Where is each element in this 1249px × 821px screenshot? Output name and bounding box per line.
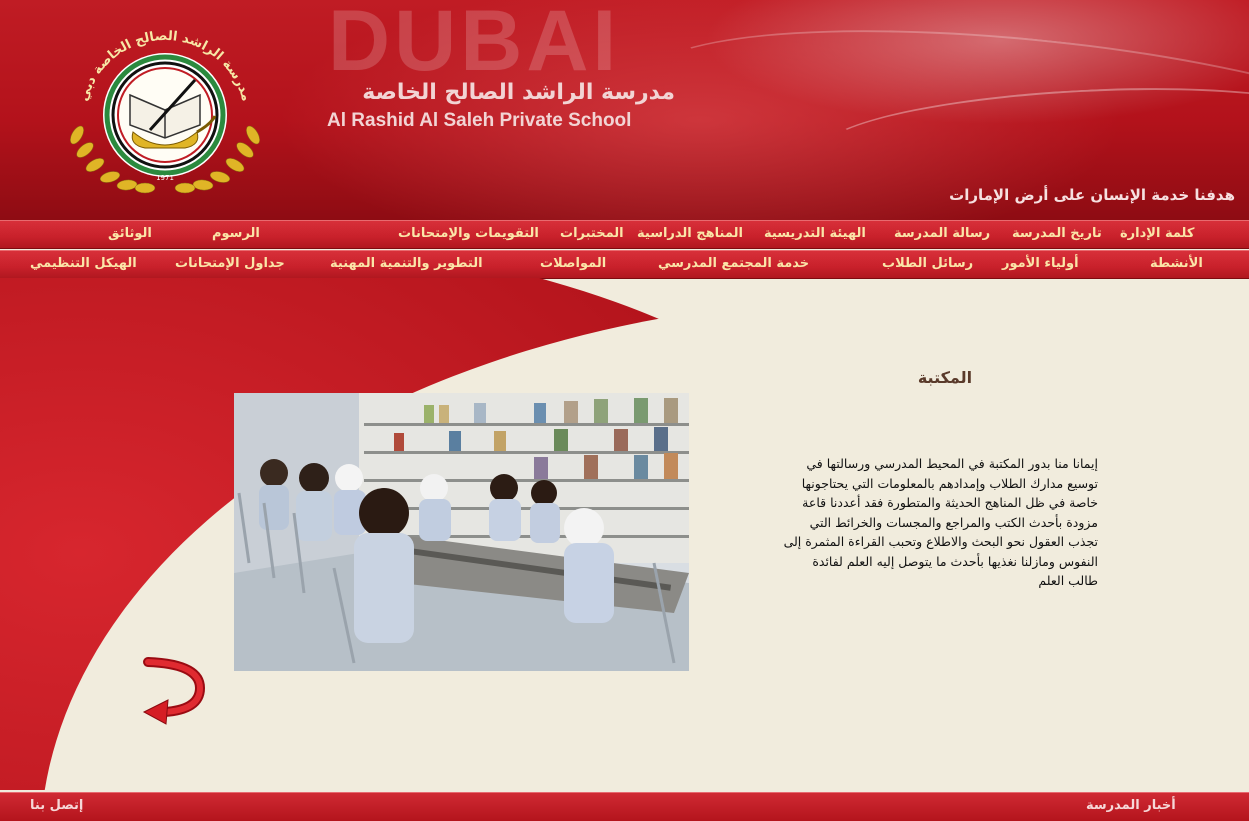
school-name-english: Al Rashid Al Saleh Private School — [327, 110, 632, 131]
nav-admin-word[interactable]: كلمة الإدارة — [1120, 226, 1195, 241]
school-name-arabic: مدرسة الراشد الصالح الخاصة — [362, 80, 675, 105]
footer-school-news-link[interactable]: أخبار المدرسة — [1086, 798, 1176, 813]
svg-text:1971: 1971 — [156, 174, 174, 182]
nav-parents[interactable]: أولياء الأمور — [1002, 256, 1079, 271]
site-footer — [0, 792, 1249, 821]
nav-teaching-staff[interactable]: الهيئة التدريسية — [764, 226, 866, 241]
nav-documents[interactable]: الوثائق — [108, 226, 152, 241]
nav-transportation[interactable]: المواصلات — [540, 256, 607, 271]
school-logo[interactable] — [55, 20, 275, 200]
nav-org-structure[interactable]: الهيكل التنظيمي — [30, 256, 137, 271]
nav-school-mission[interactable]: رسالة المدرسة — [894, 226, 991, 241]
nav-curricula[interactable]: المناهج الدراسية — [637, 226, 743, 241]
nav-school-history[interactable]: تاريخ المدرسة — [1012, 226, 1102, 241]
nav-fees[interactable]: الرسوم — [212, 226, 260, 241]
nav-community-service[interactable]: خدمة المجتمع المدرسي — [658, 256, 810, 271]
nav-assessments-exams[interactable]: التقويمات والإمتحانات — [398, 226, 539, 241]
school-motto: هدفنا خدمة الإنسان على أرض الإمارات — [949, 186, 1235, 204]
nav-exam-schedules[interactable]: جداول الإمتحانات — [175, 256, 285, 271]
nav-student-messages[interactable]: رسائل الطلاب — [882, 256, 974, 271]
svg-text:مدرسة الراشد الصالح الخاصة دبي: مدرسة الراشد الصالح الخاصة دبي — [76, 28, 254, 104]
main-nav-row-1 — [0, 220, 1249, 249]
nav-professional-development[interactable]: التطوير والتنمية المهنية — [330, 256, 483, 271]
library-description: إيمانا منا بدور المكتبة في المحيط المدرسي ورسالتها في توسيع مدارك الطلاب وإمدادهم بالمعلومات التي يحتاجونها خاصة في ظل المناهج الحديثة والمتطورة فقد أعددنا قاعة مزودة بأحدث الكتب والمراجع والمجسات والخرائط التي تجذب العقول نحو البحث والاطلاع وتحبب القراءة المثمرة إلى النفوس ومازلنا نغذيها بأحدث ما يتوصل إليه العلم لفائدة طالب العلم — [783, 456, 1098, 588]
nav-laboratories[interactable]: المختبرات — [560, 226, 624, 241]
library-photo — [234, 393, 689, 671]
footer-contact-link[interactable]: إتصل بنا — [30, 798, 84, 813]
header-watermark: DUBAI — [328, 0, 621, 89]
back-arrow-icon[interactable] — [140, 656, 210, 726]
page-title: المكتبة — [917, 368, 973, 387]
nav-activities[interactable]: الأنشطة — [1150, 256, 1203, 271]
main-nav-row-2 — [0, 250, 1249, 279]
site-header — [0, 0, 1249, 220]
